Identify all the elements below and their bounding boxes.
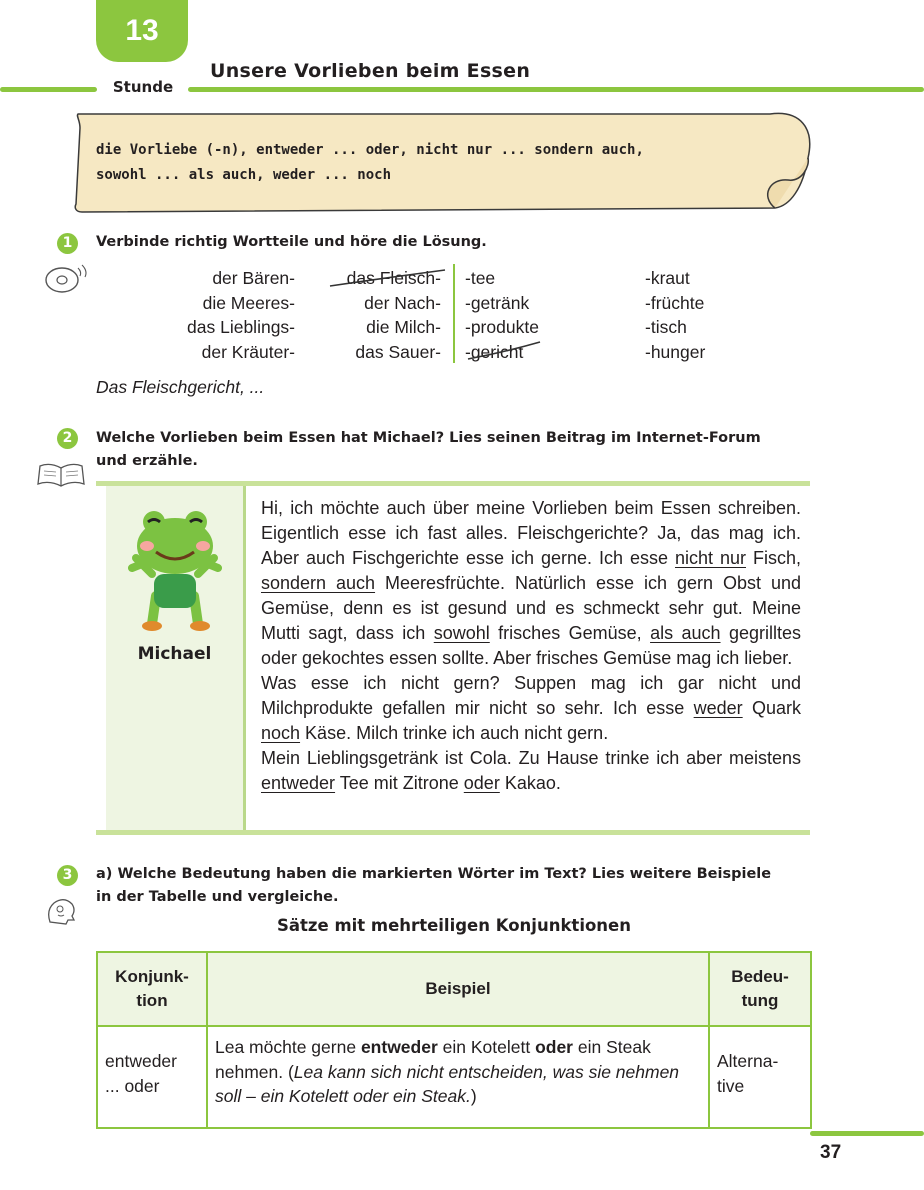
- lesson-number-badge: 13: [96, 0, 188, 62]
- author-name: Michael: [137, 644, 212, 664]
- cell-text: ): [470, 1086, 477, 1106]
- post-paragraph-2: [261, 671, 801, 746]
- word-part: -produkte: [465, 317, 539, 337]
- marked-word: entweder: [261, 773, 336, 793]
- word-part: die Meeres-: [202, 292, 295, 313]
- word-part: das Lieblings-: [187, 317, 295, 337]
- post-paragraph-1: [261, 496, 801, 671]
- table-caption: Sätze mit mehrteiligen Konjunktionen: [277, 916, 631, 935]
- cell-text: ein Steak nehmen. (: [215, 1037, 651, 1082]
- exercise-3-number: 3: [57, 865, 78, 886]
- instruction-line: a) Welche Bedeutung haben die markierten Wörter im Text? Lies weitere Beispiele: [96, 866, 772, 882]
- cell-text-bold: oder: [535, 1037, 573, 1057]
- post-text: Mein Lieblingsgetränk ist Cola. Zu Hause trinke ich aber meistens: [261, 748, 801, 768]
- table-header-row: [97, 952, 811, 1026]
- cell-text: Lea möchte gerne: [215, 1037, 361, 1057]
- vocabulary-line-2: sowohl ... als auch, weder ... noch: [96, 167, 392, 183]
- header-rule-left: [0, 87, 97, 92]
- marked-word: noch: [261, 723, 301, 743]
- cell-text-bold: entweder: [360, 1037, 438, 1057]
- strike-marks: [325, 266, 555, 366]
- word-part: -tee: [465, 268, 496, 288]
- panel-divider: [243, 486, 246, 830]
- word-part: -getränk: [465, 292, 530, 313]
- post-text: Kakao.: [499, 773, 561, 793]
- cell-text-italic: Lea kann sich nicht entscheiden, was sie nehmen soll – ein Kotelett oder ein Steak.: [215, 1061, 680, 1106]
- word-part: das Sauer-: [355, 341, 441, 362]
- post-text: Hi, ich möchte auch über meine Vorlieben beim Essen schreiben. Eigentlich esse ich fast alles. Fleischgerichte? Ja, das mag ich. Aber auch Fischgerichte esse ich gerne. Ich esse: [261, 498, 801, 568]
- marked-word: sowohl: [433, 623, 490, 643]
- textbox-bottom-border: [96, 830, 810, 835]
- exercise-3-instruction: [96, 863, 816, 909]
- post-text: Käse. Milch trinke ich auch nicht gern.: [300, 723, 609, 743]
- open-book-icon: [36, 460, 86, 490]
- word-part: der Bären-: [212, 268, 295, 288]
- footer-rule: [810, 1131, 924, 1136]
- post-text: Fisch,: [746, 548, 801, 568]
- lesson-label: Stunde: [112, 78, 174, 96]
- post-text: gegrilltes oder gekochtes essen sollte. Aber frisches Gemüse mag ich lieber.: [261, 623, 801, 668]
- page-number: 37: [820, 1142, 842, 1163]
- word-part: der Nach-: [364, 292, 441, 313]
- marked-word: weder: [693, 698, 743, 718]
- marked-word: oder: [463, 773, 500, 793]
- exercise-1-example: Das Fleischgericht, ...: [96, 377, 265, 397]
- marked-word: sondern auch: [261, 573, 376, 593]
- exercise-1-instruction: Verbinde richtig Wortteile und höre die Lösung.: [96, 234, 487, 250]
- vocabulary-line-1: die Vorliebe (-n), entweder ... oder, nicht nur ... sondern auch,: [96, 142, 644, 158]
- page-title: Unsere Vorlieben beim Essen: [210, 60, 531, 82]
- word-part: die Milch-: [366, 317, 441, 337]
- exercise-2-instruction: [96, 427, 816, 473]
- word-part: -hunger: [645, 341, 706, 362]
- conjunction-table: [96, 951, 812, 1129]
- post-text: Tee mit Zitrone: [335, 773, 464, 793]
- post-text: Was esse ich nicht gern? Suppen mag ich gar nicht und Milchprodukte gefallen mir nicht so sehr. Ich esse: [261, 673, 801, 718]
- marked-word: als auch: [650, 623, 721, 643]
- cell-text: ein Kotelett: [437, 1037, 536, 1057]
- frog-avatar: [122, 504, 228, 634]
- thinking-head-icon: [44, 896, 80, 928]
- table-header-cell: Beispiel: [207, 952, 709, 1026]
- word-part: -früchte: [645, 292, 705, 313]
- word-column-1: [130, 266, 295, 364]
- word-part: -gericht: [465, 341, 524, 362]
- exercise-2-number: 2: [57, 428, 78, 449]
- header-rule-right: [188, 87, 924, 92]
- vocabulary-list: [96, 138, 644, 188]
- word-part: der Kräuter-: [201, 341, 295, 362]
- forum-post: [261, 496, 801, 796]
- word-part: das Fleisch-: [346, 268, 441, 288]
- table-header-cell: Konjunk- tion: [97, 952, 207, 1026]
- post-text: frisches Gemüse,: [489, 623, 651, 643]
- instruction-line: Welche Vorlieben beim Essen hat Michael? Lies seinen Beitrag im Internet-Forum: [96, 430, 761, 446]
- exercise-1-number: 1: [57, 233, 78, 254]
- word-part: -tisch: [645, 317, 687, 337]
- marked-word: nicht nur: [674, 548, 746, 568]
- table-header-cell: Bedeu- tung: [709, 952, 811, 1026]
- table-cell-meaning: Alterna- tive: [709, 1026, 811, 1128]
- post-paragraph-3: [261, 746, 801, 796]
- post-text: Quark: [742, 698, 801, 718]
- post-text: Meeresfrüchte. Natürlich esse ich gern Obst und Gemüse, denn es ist gesund und es schmeckt sehr gut. Meine Mutti sagt, dass ich: [261, 573, 801, 643]
- table-cell-example: [207, 1026, 709, 1128]
- instruction-line: und erzähle.: [96, 453, 198, 469]
- cd-audio-icon: [42, 262, 92, 296]
- table-cell-conjunction: entweder ... oder: [97, 1026, 207, 1128]
- word-part: -kraut: [645, 268, 690, 288]
- table-row: [97, 1026, 811, 1128]
- instruction-line: in der Tabelle und vergleiche.: [96, 889, 339, 905]
- word-column-4: [645, 266, 795, 364]
